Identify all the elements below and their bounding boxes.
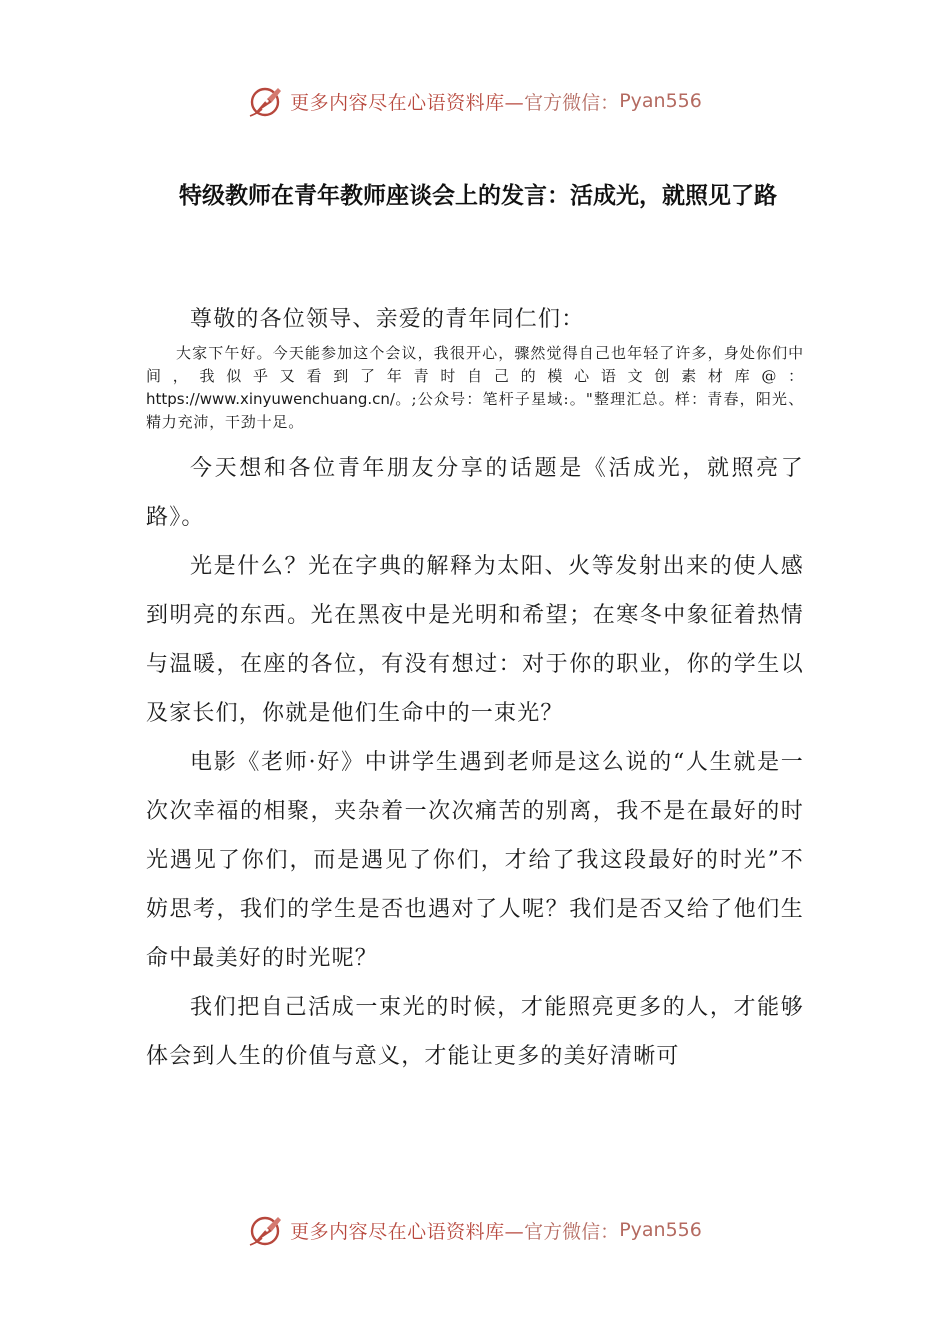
banner-wechat-label: 官方微信： (524, 91, 620, 114)
intro-url-link[interactable]: https://www.xinyuwenchuang.cn/ (146, 390, 395, 408)
document-body (146, 298, 804, 1081)
paragraph-topic: 今天想和各位青年朋友分享的话题是《活成光，就照亮了路》。 (146, 456, 804, 530)
banner-text: 更多内容尽在心语资料库— (290, 91, 525, 114)
banner-wechat-id: Pyan556 (619, 1219, 702, 1241)
banner-text: 更多内容尽在心语资料库— (290, 1220, 525, 1243)
header-watermark-banner (0, 76, 950, 126)
pen-nib-logo-icon (248, 1212, 284, 1248)
intro-text-1: 大家下午好。今天能参加这个会议，我很开心，骤然觉得自己也年轻了许多，身处你们中间，我似乎又看到了年青时自己的模心语文创素材库@： (146, 344, 804, 385)
intro-paragraph (146, 342, 804, 434)
pen-nib-logo-icon (248, 83, 284, 119)
banner-wechat-label: 官方微信： (524, 1220, 620, 1243)
salutation-paragraph: 尊敬的各位领导、亲爱的青年同仁们： (190, 307, 585, 332)
document-title: 特级教师在青年教师座谈会上的发言：活成光，就照见了路 (179, 182, 777, 209)
paragraph-become-light: 我们把自己活成一束光的时候，才能照亮更多的人，才能够体会到人生的价值与意义，才能让更多的美好清晰可 (146, 995, 804, 1069)
paragraph-movie-quote: 电影《老师·好》中讲学生遇到老师是这么说的“人生就是一次次幸福的相聚，夹杂着一次次痛苦的别离，我不是在最好的时光遇见了你们，而是遇见了你们，才给了我这段最好的时光”不妨思考，我们的学生是否也遇对了人呢？我们是否又给了他们生命中最美好的时光呢？ (146, 750, 804, 971)
paragraph-what-is-light: 光是什么？光在字典的解释为太阳、火等发射出来的使人感到明亮的东西。光在黑夜中是光明和希望；在寒冬中象征着热情与温暖，在座的各位，有没有想过：对于你的职业，你的学生以及家长们，你就是他们生命中的一束光？ (146, 554, 804, 726)
intro-text-2: 。;公众号：笔杆子星域:。"整理汇总。样：青春，阳光、精力充沛，干劲十足。 (146, 390, 804, 431)
banner-wechat-id: Pyan556 (619, 90, 702, 112)
footer-watermark-banner (0, 1205, 950, 1255)
